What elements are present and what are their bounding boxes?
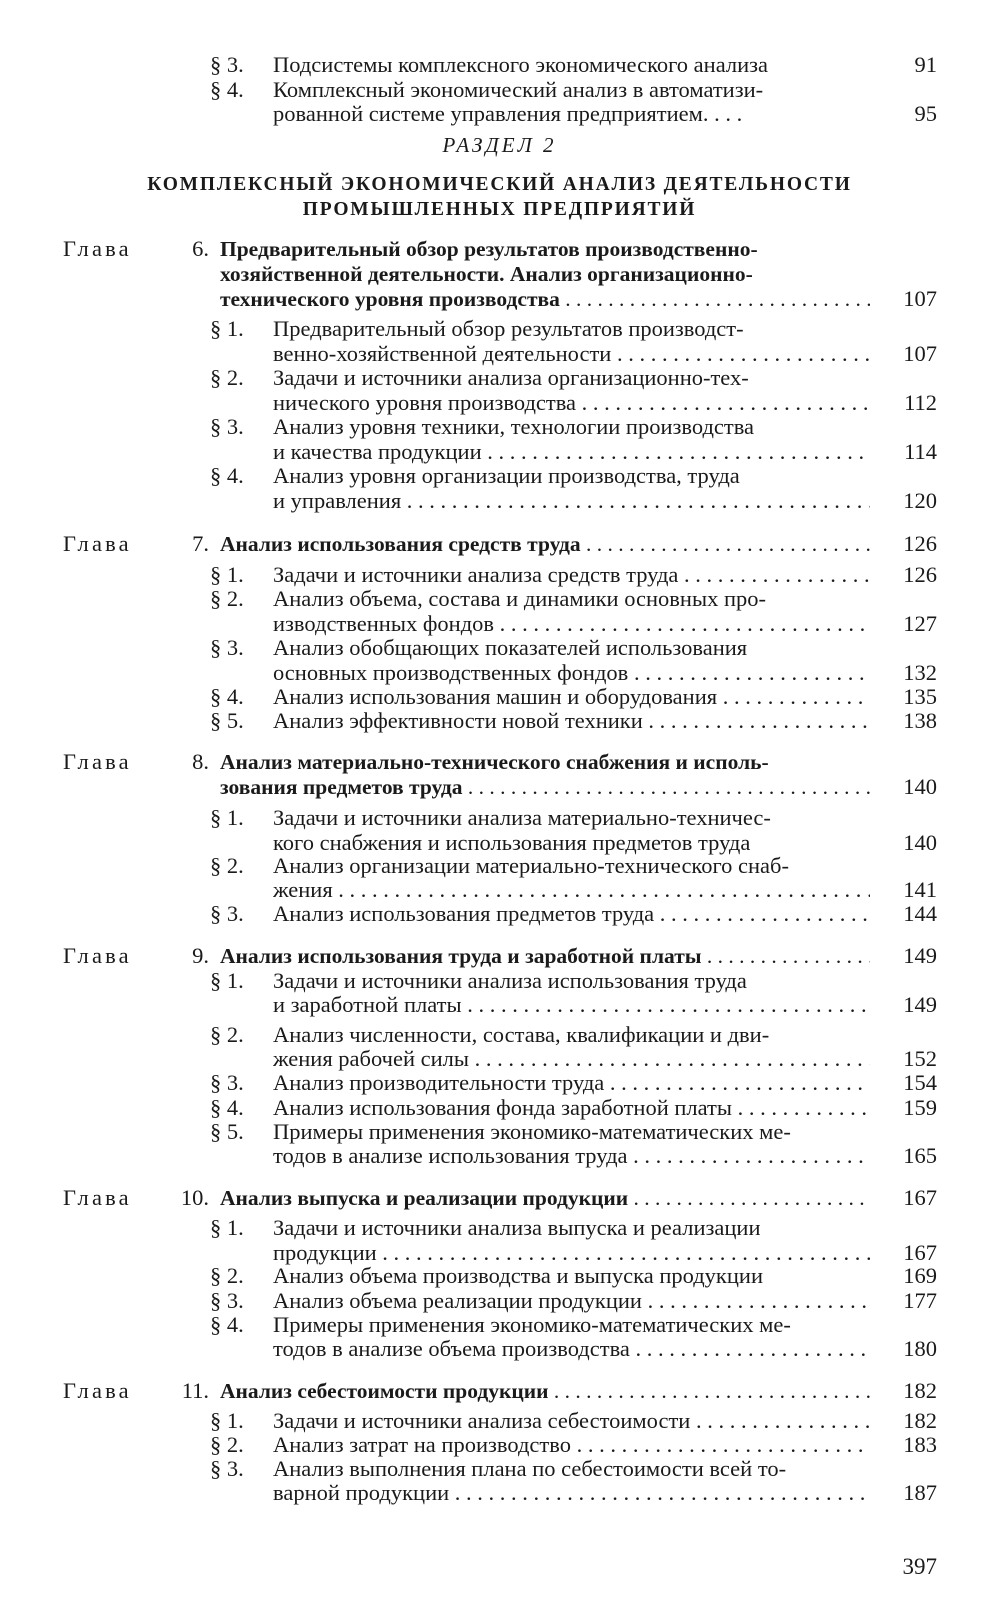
toc-section — [0, 708, 999, 734]
section-page: 135 — [903, 684, 937, 709]
toc-section — [0, 684, 999, 710]
section-number: § 2. — [210, 1432, 244, 1457]
section-page: 152 — [903, 1046, 937, 1071]
chapter-page: 167 — [903, 1185, 937, 1210]
chapter-number: 10. — [180, 1185, 209, 1210]
section-title: основных производственных фондов . . . — [273, 660, 870, 686]
section-number: § 2. — [210, 1022, 244, 1047]
section-number: § 2. — [210, 586, 244, 611]
section-title: жения рабочей силы . . . — [273, 1046, 870, 1072]
toc-section — [0, 1119, 999, 1145]
toc-section — [0, 853, 999, 879]
section-number: § 3. — [210, 901, 244, 926]
section-title: Анализ производительности труда . . . — [273, 1070, 870, 1096]
section-number: § 5. — [210, 708, 244, 733]
section-page: 169 — [903, 1263, 937, 1288]
section-title: Анализ использования фонда заработной платы . . . — [273, 1095, 870, 1121]
toc-section-line — [0, 390, 999, 416]
chapter-number: 7. — [192, 531, 209, 556]
toc-section-line — [0, 877, 999, 903]
section-page: 91 — [914, 52, 937, 77]
section-number: § 5. — [210, 1119, 244, 1144]
toc-section — [0, 635, 999, 661]
toc-chapter — [0, 749, 999, 775]
chapter-page: 149 — [903, 943, 937, 968]
toc-section — [0, 463, 999, 489]
section-title: изводственных фондов . . . — [273, 611, 870, 637]
section-number: § 1. — [210, 1215, 244, 1240]
toc-chapter — [0, 531, 999, 557]
toc-section-line — [0, 1046, 999, 1072]
chapter-title: Анализ использования средств труда . . . — [220, 531, 870, 557]
section-page: 126 — [903, 562, 937, 587]
toc-chapter-line — [0, 261, 999, 287]
section-number: § 1. — [210, 1408, 244, 1433]
chapter-page: 140 — [903, 774, 937, 799]
chapter-page: 107 — [903, 286, 937, 311]
section-page: 114 — [904, 439, 937, 464]
section-page: 144 — [903, 901, 937, 926]
section-page: 141 — [903, 877, 937, 902]
toc-section-line — [0, 1480, 999, 1506]
section-page: 120 — [903, 488, 937, 513]
section-title: Анализ выполнения плана по себестоимости всей то- — [273, 1456, 787, 1481]
section-title: Задачи и источники анализа использования труда — [273, 968, 747, 993]
section-title: продукции . . . — [273, 1240, 870, 1266]
section-number: § 3. — [210, 635, 244, 660]
chapter-number: 8. — [192, 749, 209, 774]
section-page: 112 — [904, 390, 937, 415]
section-number: § 3. — [210, 414, 244, 439]
section-number: § 2. — [210, 365, 244, 390]
toc-section — [0, 1022, 999, 1048]
chapter-title: Предварительный обзор результатов производственно- — [220, 237, 758, 261]
chapter-label: Глава — [63, 943, 132, 968]
section-page: 138 — [903, 708, 937, 733]
section-title: Анализ использования машин и оборудования . . . — [273, 684, 870, 710]
chapter-title: Анализ использования труда и заработной платы . . . — [220, 943, 870, 969]
part-heading-line: КОМПЛЕКСНЫЙ ЭКОНОМИЧЕСКИЙ АНАЛИЗ ДЕЯТЕЛЬНОСТИ — [147, 174, 852, 195]
toc-section — [0, 901, 999, 927]
section-page: 107 — [903, 341, 937, 366]
section-title: венно-хозяйственной деятельности . . . — [273, 341, 870, 367]
chapter-page: 126 — [903, 531, 937, 556]
section-title: Анализ затрат на производство . . . — [273, 1432, 870, 1458]
toc-section — [0, 316, 999, 342]
section-title: Задачи и источники анализа материально-техничес- — [273, 805, 771, 830]
toc-section — [0, 365, 999, 391]
section-title: и заработной платы . . . — [273, 992, 870, 1018]
toc-section — [0, 1215, 999, 1241]
section-number: § 1. — [210, 968, 244, 993]
toc-section-line — [0, 611, 999, 637]
section-title: рованной системе управления предприятием. . . . — [273, 101, 743, 126]
section-title: Анализ обобщающих показателей использования — [273, 635, 748, 660]
toc-section-line — [0, 488, 999, 514]
page-number: 397 — [902, 1554, 937, 1579]
chapter-title: хозяйственной деятельности. Анализ организационно- — [220, 262, 753, 286]
chapter-title: Анализ материально-технического снабжения и исполь- — [220, 750, 769, 774]
toc-section — [0, 1456, 999, 1482]
chapter-label: Глава — [63, 236, 132, 261]
section-page: 154 — [903, 1070, 937, 1095]
toc-chapter — [0, 1378, 999, 1404]
section-page: 180 — [903, 1336, 937, 1361]
toc-section — [0, 1288, 999, 1314]
chapter-title: Анализ себестоимости продукции . . . — [220, 1378, 870, 1404]
toc-section — [0, 1312, 999, 1338]
section-number: § 2. — [210, 853, 244, 878]
section-page: 132 — [903, 660, 937, 685]
section-title: нического уровня производства . . . — [273, 390, 870, 416]
section-number: § 3. — [210, 1456, 244, 1481]
section-number: § 4. — [210, 1312, 244, 1337]
section-page: 140 — [903, 830, 937, 855]
section-title: кого снабжения и использования предметов труда — [273, 830, 751, 855]
section-number: § 1. — [210, 562, 244, 587]
section-number: § 1. — [210, 316, 244, 341]
section-title: Анализ объема производства и выпуска продукции — [273, 1263, 763, 1288]
toc-section-line — [0, 341, 999, 367]
section-title: Комплексный экономический анализ в автоматизи- — [273, 77, 764, 102]
chapter-number: 6. — [192, 236, 209, 261]
section-page: 127 — [903, 611, 937, 636]
chapter-label: Глава — [63, 1378, 132, 1403]
section-title: Анализ использования предметов труда . . . — [273, 901, 870, 927]
section-title: Анализ уровня техники, технологии производства — [273, 414, 755, 439]
section-title: Задачи и источники анализа выпуска и реализации — [273, 1215, 761, 1240]
section-title: Анализ эффективности новой техники . . . — [273, 708, 870, 734]
part-label: РАЗДЕЛ 2 — [442, 133, 557, 157]
toc-section — [0, 1263, 999, 1289]
toc-section-line — [0, 1336, 999, 1362]
section-title: Анализ объема, состава и динамики основных про- — [273, 586, 766, 611]
toc-chapter — [0, 1185, 999, 1211]
section-title: тодов в анализе объема производства . . . — [273, 1336, 870, 1362]
section-page: 187 — [903, 1480, 937, 1505]
section-number: § 3. — [210, 1288, 244, 1313]
section-number: § 4. — [210, 463, 244, 488]
section-title: Анализ уровня организации производства, труда — [273, 463, 740, 488]
section-title: Анализ численности, состава, квалификации и дви- — [273, 1022, 770, 1047]
chapter-label: Глава — [63, 1185, 132, 1210]
section-page: 167 — [903, 1240, 937, 1265]
toc-chapter-line — [0, 286, 999, 312]
chapter-number: 9. — [192, 943, 209, 968]
section-title: Анализ объема реализации продукции . . . — [273, 1288, 870, 1314]
section-number: § 4. — [210, 77, 244, 102]
section-number: § 3. — [210, 1070, 244, 1095]
toc-section — [0, 586, 999, 612]
toc-chapter-line — [0, 774, 999, 800]
section-page: 177 — [903, 1288, 937, 1313]
toc-section — [0, 77, 999, 103]
section-title: и управления . . . — [273, 488, 870, 514]
toc-section — [0, 1408, 999, 1434]
section-title: Задачи и источники анализа себестоимости . . . — [273, 1408, 870, 1434]
chapter-label: Глава — [63, 749, 132, 774]
toc-chapter — [0, 236, 999, 262]
toc-section — [0, 562, 999, 588]
toc-section-line — [0, 992, 999, 1018]
section-title: Задачи и источники анализа организационно-тех- — [273, 365, 749, 390]
toc-section — [0, 805, 999, 831]
section-page: 95 — [914, 101, 937, 126]
section-number: § 4. — [210, 684, 244, 709]
chapter-number: 11. — [181, 1378, 209, 1403]
toc-section-line — [0, 660, 999, 686]
section-title: Примеры применения экономико-математических ме- — [273, 1312, 791, 1337]
section-title: тодов в анализе использования труда . . . — [273, 1143, 870, 1169]
section-number: § 2. — [210, 1263, 244, 1288]
section-page: 182 — [903, 1408, 937, 1433]
section-number: § 1. — [210, 805, 244, 830]
toc-section-line — [0, 1143, 999, 1169]
section-title: Примеры применения экономико-математических ме- — [273, 1119, 791, 1144]
section-title: Анализ организации материально-технического снаб- — [273, 853, 789, 878]
section-page: 183 — [903, 1432, 937, 1457]
section-title: Подсистемы комплексного экономического анализа — [273, 52, 769, 77]
toc-section — [0, 968, 999, 994]
toc-section-line — [0, 439, 999, 465]
section-number: § 4. — [210, 1095, 244, 1120]
chapter-title: Анализ выпуска и реализации продукции . . . — [220, 1185, 870, 1211]
chapter-title: зования предметов труда . . . — [220, 774, 870, 800]
chapter-title: технического уровня производства . . . — [220, 286, 870, 312]
toc-section-line — [0, 101, 999, 127]
section-title: Задачи и источники анализа средств труда . . . — [273, 562, 870, 588]
section-page: 159 — [903, 1095, 937, 1120]
section-title: варной продукции . . . — [273, 1480, 870, 1506]
chapter-label: Глава — [63, 531, 132, 556]
toc-section — [0, 52, 999, 78]
section-page: 149 — [903, 992, 937, 1017]
section-title: жения . . . — [273, 877, 870, 903]
chapter-page: 182 — [903, 1378, 937, 1403]
toc-section — [0, 1095, 999, 1121]
section-number: § 3. — [210, 52, 244, 77]
section-page: 165 — [903, 1143, 937, 1168]
toc-section — [0, 1070, 999, 1096]
toc-section — [0, 414, 999, 440]
toc-section — [0, 1432, 999, 1458]
section-title: и качества продукции . . . — [273, 439, 870, 465]
section-title: Предварительный обзор результатов производст- — [273, 316, 744, 341]
toc-chapter — [0, 943, 999, 969]
part-heading-line: ПРОМЫШЛЕННЫХ ПРЕДПРИЯТИЙ — [302, 199, 697, 220]
